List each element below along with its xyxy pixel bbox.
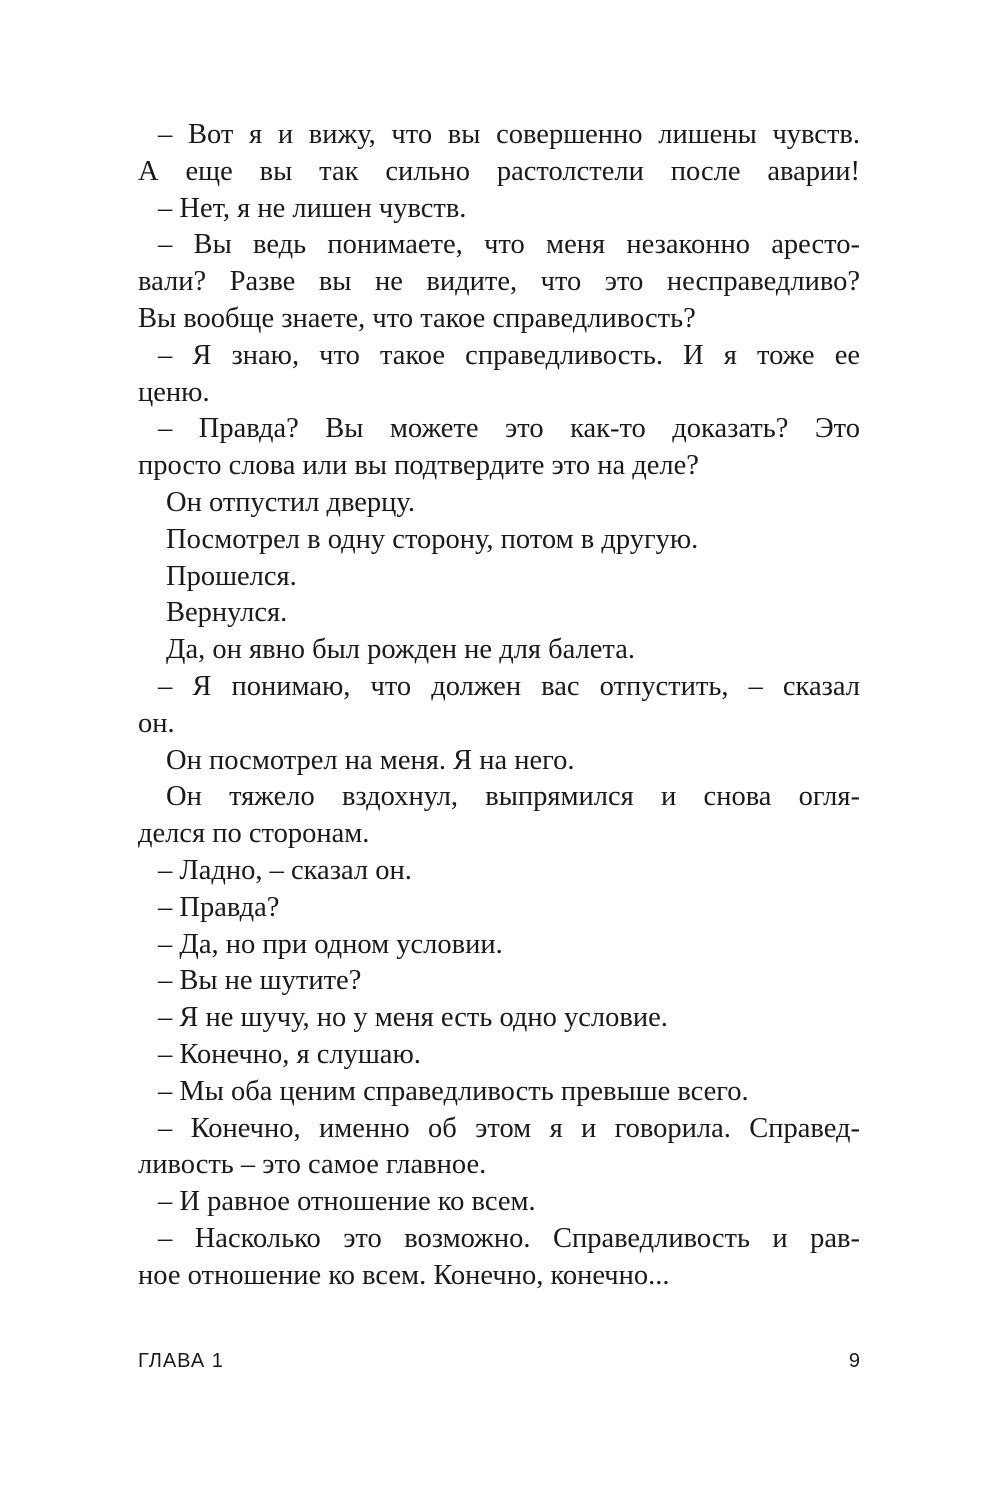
text-line: Посмотрел в одну сторону, потом в другую. [166,523,699,555]
page-body-text [138,117,860,1295]
text-line: Вернулся. [166,597,288,629]
text-line: делся по сторонам. [138,818,370,850]
text-line: ливость – это самое главное. [138,1149,487,1181]
text-line: – Конечно, именно об этом я и говорила. Справед- [158,1112,860,1144]
text-line: просто слова или вы подтвердите это на деле? [138,450,699,482]
text-line: Он отпустил дверцу. [166,486,415,518]
text-line: А еще вы так сильно растолстели после аварии! [138,155,860,187]
text-line: Прошелся. [166,560,297,592]
text-line: – Я понимаю, что должен вас отпустить, – сказал [158,670,860,702]
text-line: вали? Разве вы не видите, что это несправедливо? [138,266,860,298]
text-line: – Мы оба ценим справедливость превыше всего. [158,1075,749,1107]
text-line: – Вы ведь понимаете, что меня незаконно аресто- [158,229,860,261]
page-footer [138,1350,860,1380]
page-number: 9 [848,1350,860,1372]
text-line: Да, он явно был рожден не для балета. [166,634,635,666]
text-line: – Нет, я не лишен чувств. [158,192,467,224]
text-line: он. [138,707,175,739]
text-line: – И равное отношение ко всем. [158,1186,536,1218]
text-line: – Ладно, – сказал он. [158,854,412,886]
text-line: – Правда? [158,891,280,923]
text-line: – Вы не шутите? [158,965,362,997]
text-line: – Я не шучу, но у меня есть одно условие. [158,1002,668,1034]
text-line: – Я знаю, что такое справедливость. И я тоже ее [158,339,860,371]
text-line: – Правда? Вы можете это как-то доказать? Это [158,413,860,445]
text-line: ценю. [138,376,210,408]
text-line: – Да, но при одном условии. [158,928,503,960]
text-line: Он посмотрел на меня. Я на него. [166,744,575,776]
text-line: ное отношение ко всем. Конечно, конечно... [138,1259,670,1291]
text-line: Вы вообще знаете, что такое справедливость? [138,302,696,334]
chapter-label: ГЛАВА 1 [138,1350,224,1372]
text-line: – Конечно, я слушаю. [158,1038,421,1070]
text-line: – Вот я и вижу, что вы совершенно лишены чувств. [158,119,860,150]
text-line: Он тяжело вздохнул, выпрямился и снова огля- [166,781,860,813]
text-line: – Насколько это возможно. Справедливость и рав- [158,1222,860,1254]
